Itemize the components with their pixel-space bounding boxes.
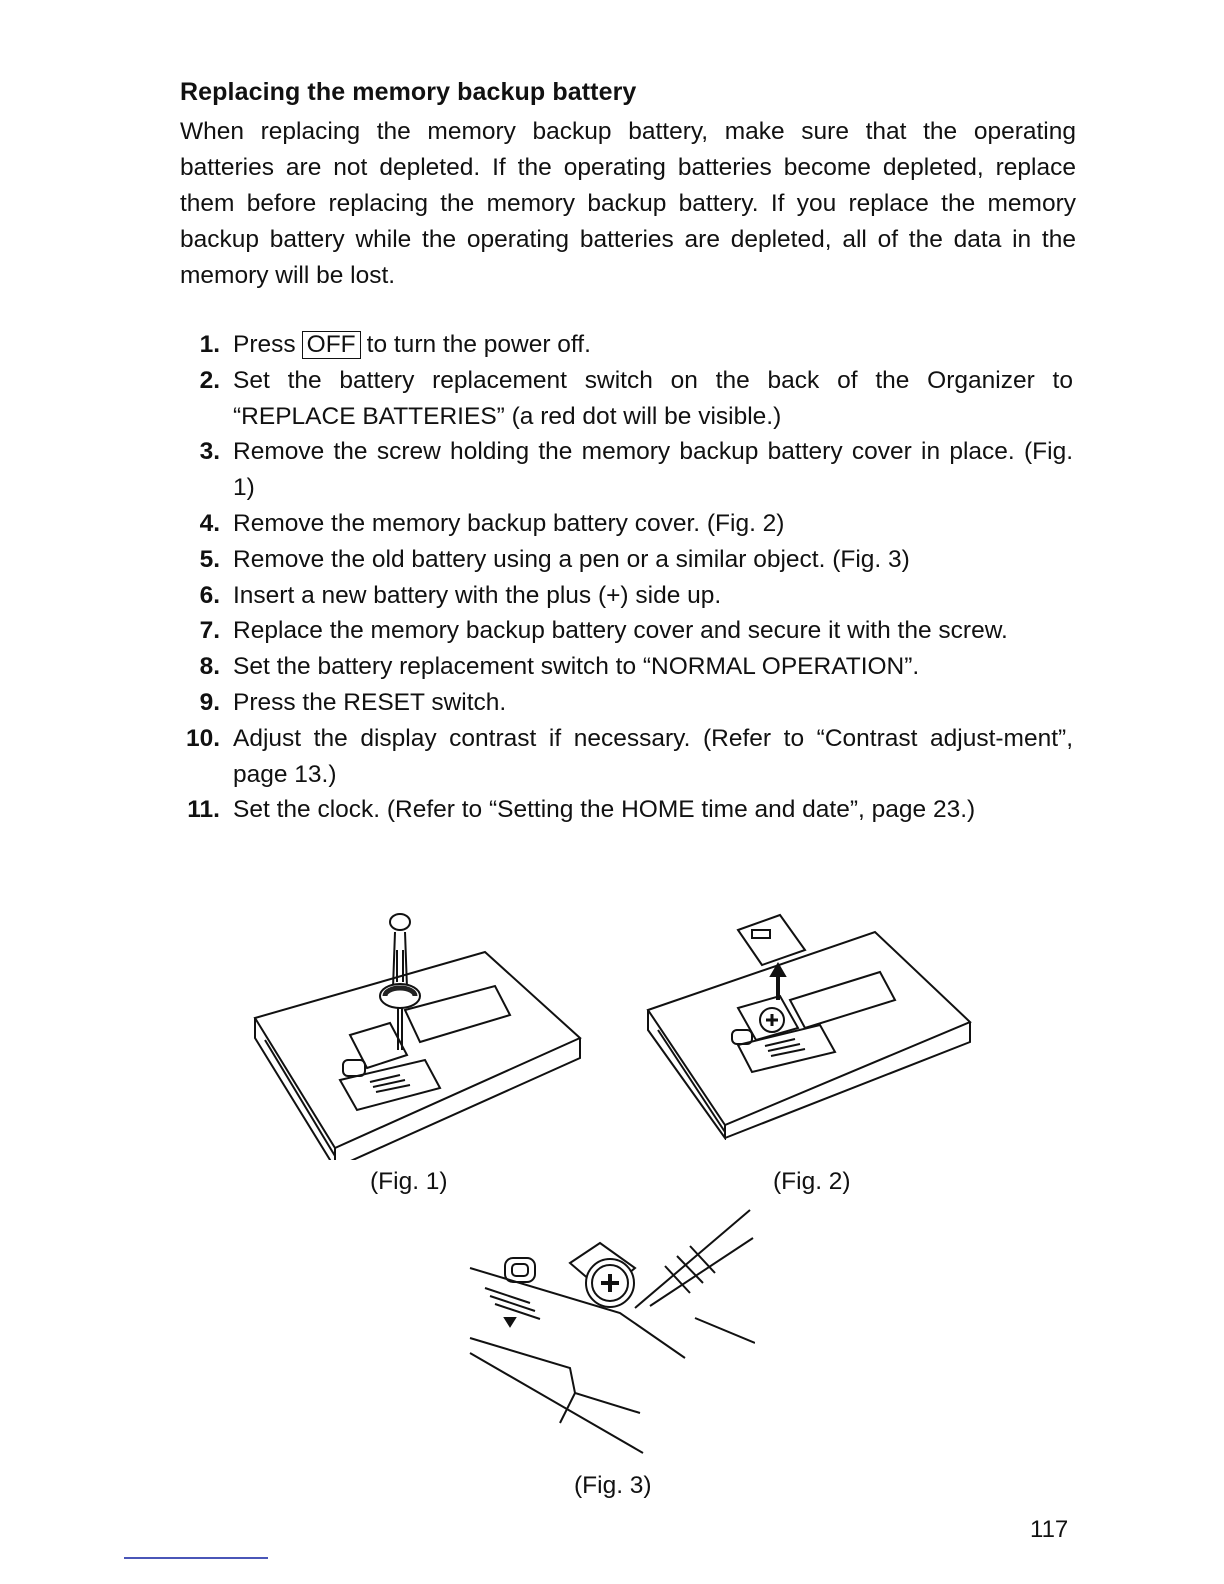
step-text: Remove the screw holding the memory backup battery cover in place. (Fig. 1)	[233, 438, 1073, 502]
intro-paragraph: When replacing the memory backup battery, make sure that the operating batteries are not depleted. If the operating batteries become depleted, replace them before replacing the memory backup battery. If you replace the memory backup battery while the operating batteries are depleted, all of the data in the memory will be lost.	[180, 118, 1076, 289]
list-item	[0, 363, 1224, 435]
step-text: Press	[233, 331, 296, 358]
fig1-screwdriver-illustration	[245, 910, 595, 1160]
list-item	[0, 506, 1224, 542]
fig3-caption: (Fig. 3)	[574, 1472, 652, 1499]
step-number: 11.	[187, 796, 220, 824]
step-number: 8.	[199, 653, 220, 681]
off-key-label: OFF	[302, 331, 361, 359]
fig1-caption: (Fig. 1)	[370, 1168, 448, 1195]
step-number: 1.	[199, 331, 220, 358]
step-number: 2.	[199, 366, 220, 394]
instruction-list	[0, 327, 1224, 828]
step-text: Remove the old battery using a pen or a similar object. (Fig. 3)	[233, 545, 910, 573]
step-text: Replace the memory backup battery cover and secure it with the screw.	[233, 617, 1008, 645]
list-item	[0, 578, 1224, 614]
step-text: Set the battery replacement switch to “NORMAL OPERATION”.	[233, 653, 920, 681]
list-item	[0, 685, 1224, 721]
list-item	[0, 613, 1224, 649]
step-number: 4.	[199, 509, 220, 537]
fig2-cover-removed-illustration	[640, 910, 985, 1140]
step-number: 7.	[199, 617, 220, 645]
step-text: Set the battery replacement switch on the back of the Organizer to “REPLACE BATTERIES” (a red dot will be visible.)	[233, 366, 1073, 430]
list-item	[0, 542, 1224, 578]
step-number: 3.	[199, 438, 220, 466]
list-item	[0, 327, 1224, 363]
section-heading: Replacing the memory backup battery	[180, 78, 637, 106]
list-item	[0, 792, 1224, 828]
step-text: Remove the memory backup battery cover. (Fig. 2)	[233, 509, 785, 537]
fig2-caption: (Fig. 2)	[773, 1168, 851, 1195]
step-text: Press the RESET switch.	[233, 688, 507, 716]
list-item	[0, 721, 1224, 793]
step-number: 10.	[185, 724, 220, 752]
list-item	[0, 434, 1224, 506]
step-text: Insert a new battery with the plus (+) side up.	[233, 581, 722, 609]
step-text: Adjust the display contrast if necessary. (Refer to “Contrast adjust-ment”, page 13.)	[233, 724, 1073, 788]
step-number: 6.	[199, 581, 220, 609]
step-text: to turn the power off.	[366, 331, 591, 358]
step-text: Set the clock. (Refer to “Setting the HOME time and date”, page 23.)	[233, 796, 976, 824]
page-number: 117	[1030, 1516, 1069, 1543]
bottom-rule	[124, 1557, 268, 1559]
list-item	[0, 649, 1224, 685]
step-number: 9.	[199, 688, 220, 716]
step-number: 5.	[199, 545, 220, 573]
fig3-battery-removal-illustration	[465, 1208, 755, 1463]
